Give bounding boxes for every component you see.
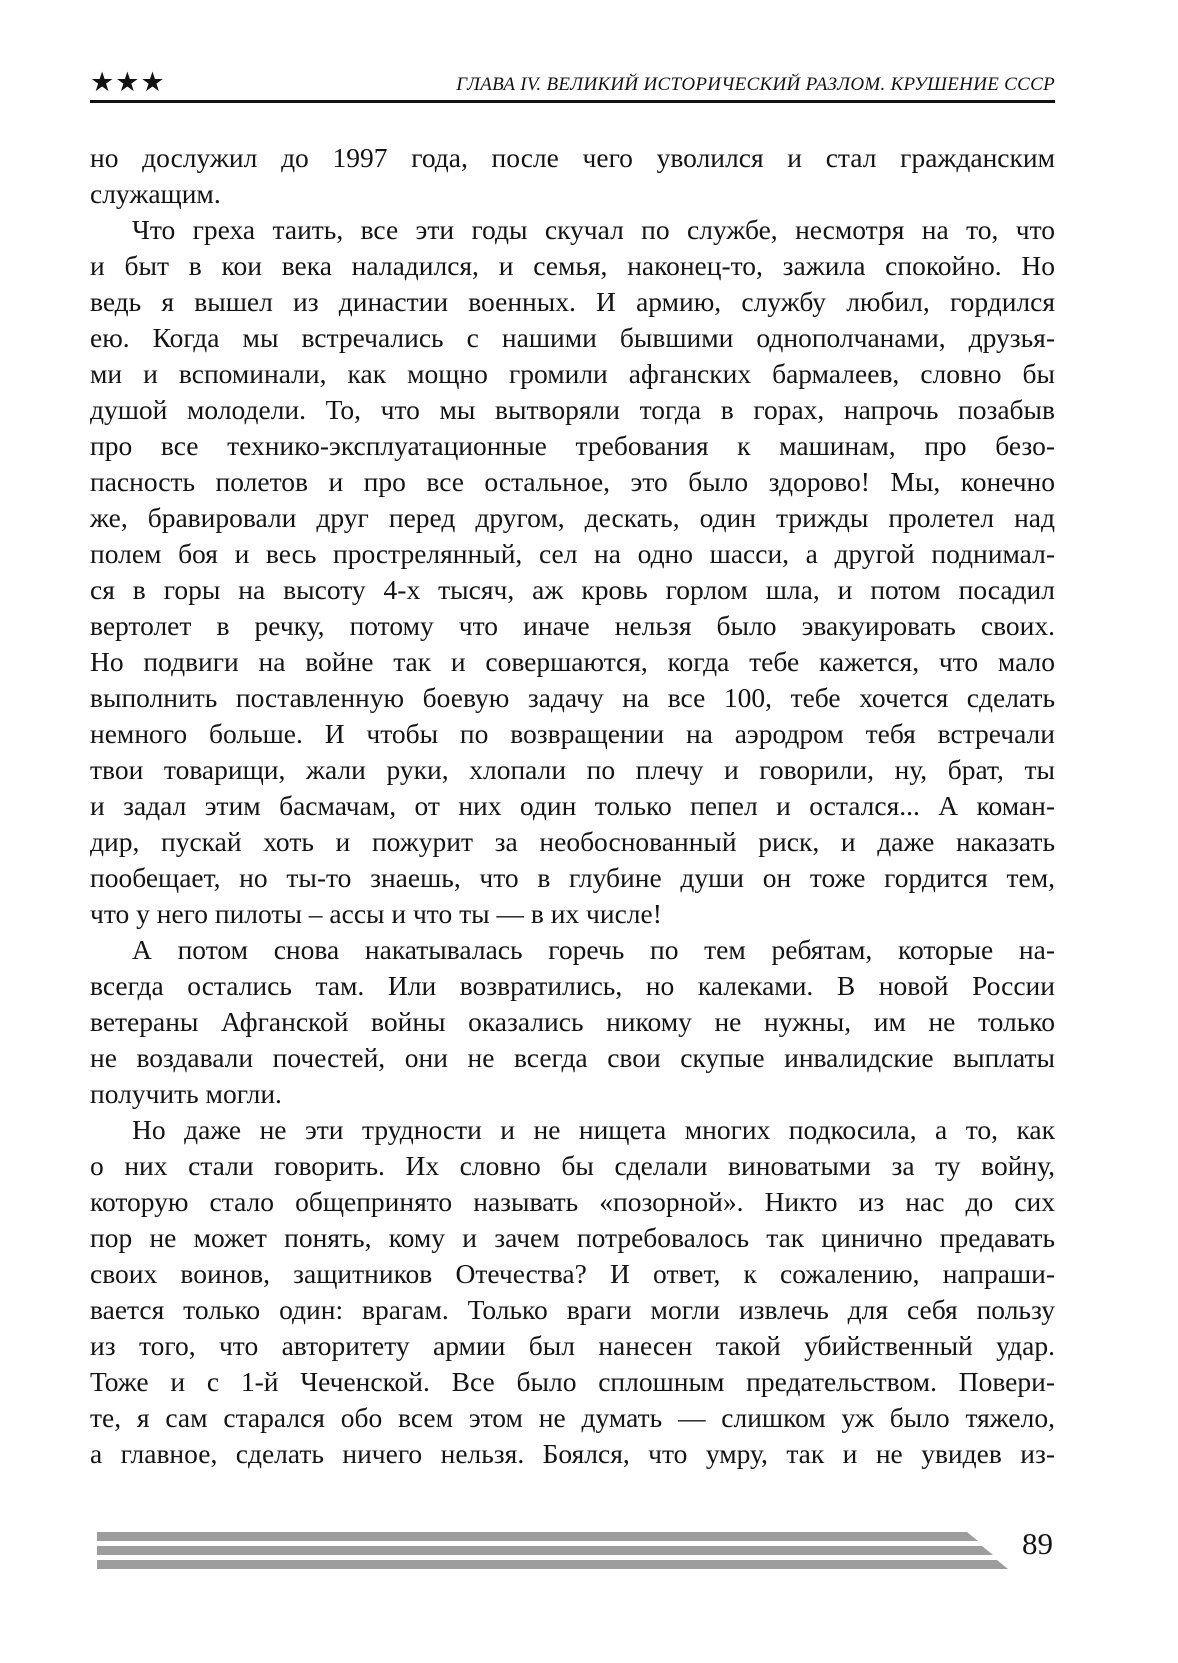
text-line: о них стали говорить. Их словно бы сделали виноватыми за ту войну, [90, 1150, 1055, 1181]
text-line: вертолет в речку, потому что иначе нельзя было эвакуировать своих. [90, 610, 1055, 641]
text-line: ся в горы на высоту 4-х тысяч, аж кровь горлом шла, и потом посадил [90, 574, 1055, 605]
chapter-stars-icon: ★★★ [90, 67, 166, 97]
text-line: выполнить поставленную боевую задачу на все 100, тебе хочется сделать [90, 682, 1055, 713]
text-line: и быт в кои века наладился, и семья, наконец-то, зажила спокойно. Но [90, 250, 1055, 281]
text-line: немного больше. И чтобы по возвращении на аэродром тебя встречали [90, 718, 1055, 749]
text-line: ми и вспоминали, как мощно громили афганских бармалеев, словно бы [90, 358, 1055, 389]
text-line: пасность полетов и про все остальное, это было здорово! Мы, конечно [90, 466, 1055, 497]
text-line: вается только один: врагам. Только враги могли извлечь для себя пользу [90, 1294, 1055, 1325]
footer-stripe [97, 1560, 1008, 1569]
footer-stripe [97, 1546, 993, 1555]
page-number: 89 [1022, 1526, 1053, 1561]
text-line: твои товарищи, жали руки, хлопали по плечу и говорили, ну, брат, ты [90, 754, 1055, 785]
text-line: ею. Когда мы встречались с нашими бывшими однополчанами, друзья- [90, 322, 1055, 353]
text-line: душой молодели. То, что мы вытворяли тогда в горах, напрочь позабыв [90, 394, 1055, 425]
text-line: А потом снова накатывалась горечь по тем ребятам, которые на- [132, 934, 1055, 965]
text-line: про все технико-эксплуатационные требования к машинам, про безо- [90, 430, 1055, 461]
text-line: пор не может понять, кому и зачем потребовалось так цинично предавать [90, 1222, 1055, 1253]
text-line: дир, пускай хоть и пожурит за необоснованный риск, и даже наказать [90, 826, 1055, 857]
text-line: всегда остались там. Или возвратились, но калеками. В новой России [90, 970, 1055, 1001]
text-line: служащим. [90, 178, 221, 209]
text-line: из того, что авторитету армии был нанесен такой убийственный удар. [90, 1330, 1055, 1361]
text-line: ведь я вышел из династии военных. И армию, службу любил, гордился [90, 286, 1055, 317]
text-line: Но даже не эти трудности и не нищета многих подкосила, а то, как [132, 1114, 1055, 1145]
text-line: что у него пилоты – ассы и что ты — в их числе! [90, 898, 662, 929]
text-line: те, я сам старался обо всем этом не думать — слишком уж было тяжело, [90, 1402, 1055, 1433]
text-line: получить могли. [90, 1078, 282, 1109]
text-line: Но подвиги на войне так и совершаются, когда тебе кажется, что мало [90, 646, 1055, 677]
text-line: но дослужил до 1997 года, после чего уволился и стал гражданским [90, 142, 1055, 173]
text-line: а главное, сделать ничего нельзя. Боялся, что умру, так и не увидев из- [90, 1438, 1055, 1469]
text-line: Что греха таить, все эти годы скучал по службе, несмотря на то, что [132, 214, 1055, 245]
text-line: не воздавали почестей, они не всегда свои скупые инвалидские выплаты [90, 1042, 1055, 1073]
text-line: которую стало общепринято называть «позорной». Никто из нас до сих [90, 1186, 1055, 1217]
text-line: полем боя и весь прострелянный, сел на одно шасси, а другой поднимал- [90, 538, 1055, 569]
body-text [90, 140, 1055, 1472]
text-line: же, бравировали друг перед другом, дескать, один трижды пролетел над [90, 502, 1055, 533]
running-head [90, 60, 1055, 97]
footer-stripe [97, 1532, 978, 1541]
text-line: и задал этим басмачам, от них один только пепел и остался... А коман- [90, 790, 1055, 821]
text-line: ветераны Афганской войны оказались никому не нужны, им не только [90, 1006, 1055, 1037]
text-line: Тоже и с 1-й Чеченской. Все было сплошным предательством. Повери- [90, 1366, 1055, 1397]
text-line: своих воинов, защитников Отечества? И ответ, к сожалению, напраши- [90, 1258, 1055, 1289]
chapter-title: ГЛАВА IV. ВЕЛИКИЙ ИСТОРИЧЕСКИЙ РАЗЛОМ. КРУШЕНИЕ СССР [456, 74, 1055, 95]
text-line: пообещает, но ты-то знаешь, что в глубине души он тоже гордится тем, [90, 862, 1055, 893]
footer-decoration [97, 1532, 1008, 1574]
header-rule [90, 100, 1055, 103]
